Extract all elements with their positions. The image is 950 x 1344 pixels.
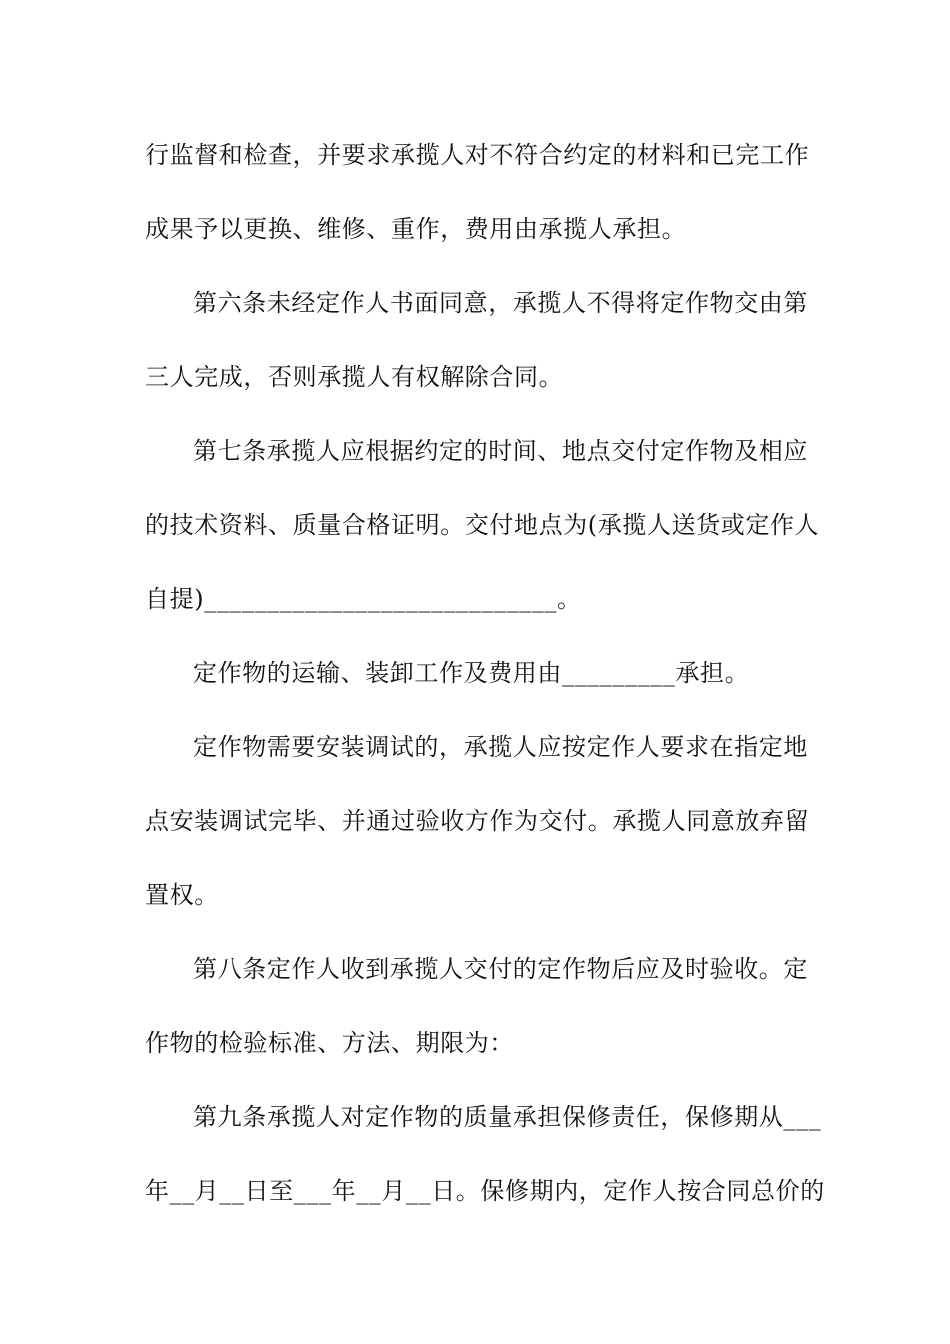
text-line: 置权。 <box>145 881 219 909</box>
paragraph-start-line: 第六条未经定作人书面同意，承揽人不得将定作物交由第 <box>193 289 808 317</box>
text-line: 年__月__日至___年__月__日。保修期内，定作人按合同总价的 <box>145 1177 825 1205</box>
text-line: 自提)____________________________。 <box>145 585 582 613</box>
paragraph-start-line: 第九条承揽人对定作物的质量承担保修责任，保修期从___ <box>193 1103 822 1131</box>
paragraph-start-line: 定作物的运输、装卸工作及费用由_________承担。 <box>193 659 750 687</box>
text-line: 作物的检验标准、方法、期限为： <box>145 1029 514 1057</box>
text-line: 行监督和检查，并要求承揽人对不符合约定的材料和已完工作 <box>145 141 810 169</box>
paragraph-start-line: 定作物需要安装调试的，承揽人应按定作人要求在指定地 <box>193 733 808 761</box>
text-line: 成果予以更换、维修、重作，费用由承揽人承担。 <box>145 215 687 243</box>
text-line: 点安装调试完毕、并通过验收方作为交付。承揽人同意放弃留 <box>145 807 810 835</box>
text-line: 的技术资料、质量合格证明。交付地点为(承揽人送货或定作人 <box>145 511 820 539</box>
paragraph-start-line: 第八条定作人收到承揽人交付的定作物后应及时验收。定 <box>193 955 808 983</box>
text-line: 三人完成，否则承揽人有权解除合同。 <box>145 363 564 391</box>
paragraph-start-line: 第七条承揽人应根据约定的时间、地点交付定作物及相应 <box>193 437 808 465</box>
